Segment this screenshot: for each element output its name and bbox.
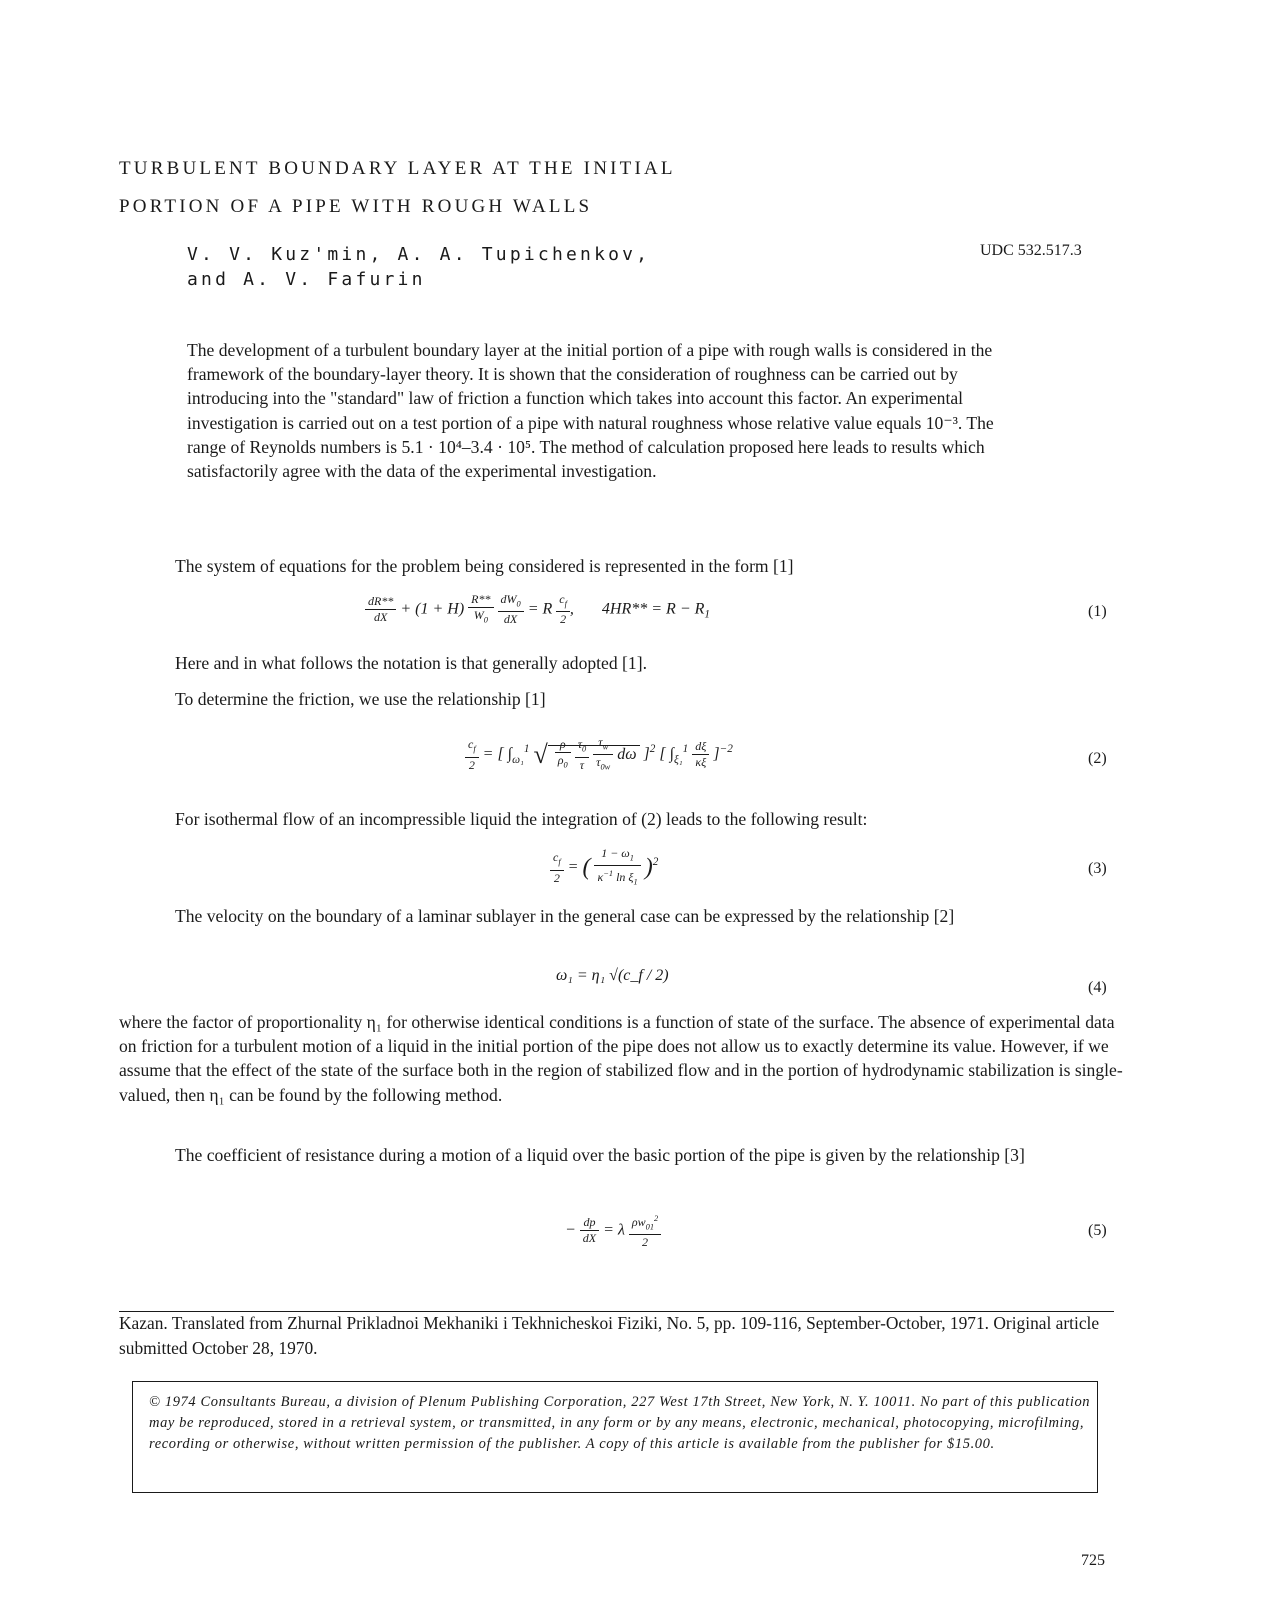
body-paragraph-7: The coefficient of resistance during a motion of a liquid over the basic portion of the pipe is given by the relationship [3] bbox=[175, 1145, 1025, 1165]
body-paragraph-6: where the factor of proportionality η₁ for otherwise identical conditions is a function of state of the surface. The absence of experimental data on friction for a turbulent motion of a liquid in the initial portion of the pipe does not allow us to exactly determine its value. However, if we assume that the effect of the state of the surface both in the region of stabilized flow and in the portion of hydrodynamic stabilization is single-valued, then η₁ can be found by the following method. bbox=[119, 1012, 1123, 1105]
equation-2: $\frac{c_f}{2}$ = [ $\int_{\omega_1}^1$ √ $\frac{\rho}{\rho_0}$ $\frac{\tau_0}{\tau}$ $\frac{\tau_w}{\tau_{0w}}$ dω ]$^2$ [ $\int_{\xi_1}^1$ $\frac{d\xi}{\kappa\xi}$ ]$^{-2}$ bbox=[465, 735, 733, 775]
body-paragraph-2: Here and in what follows the notation is that generally adopted [1]. bbox=[175, 653, 647, 673]
page-number: 725 bbox=[1081, 1552, 1105, 1569]
equation-3: $\frac{c_f}{2}$ = ( $\frac{1 - \omega_1}{\kappa^{-1} \ln \xi_1}$ )$^2$ bbox=[550, 846, 658, 890]
equation-3-number: (3) bbox=[1088, 860, 1107, 877]
abstract: The development of a turbulent boundary layer at the initial portion of a pipe with rough walls is considered in the framework of the boundary-layer theory. It is shown that the consideration of roughness can be carried out by introducing into the "standard" law of friction a function which takes into account this factor. An experimental investigation is carried out on a test portion of a pipe with natural roughness whose relative value equals 10⁻³. The range of Reynolds numbers is 5.1 · 10⁴–3.4 · 10⁵. The method of calculation proposed here leads to results which satisfactorily agree with the data of the experimental investigation. bbox=[187, 340, 994, 482]
equation-4: ω₁ = η₁ √(c_f / 2) bbox=[556, 967, 669, 984]
equation-5-number: (5) bbox=[1088, 1222, 1107, 1239]
title-line-1: TURBULENT BOUNDARY LAYER AT THE INITIAL bbox=[119, 158, 676, 179]
equation-1: $\frac{dR**}{dX}$ + (1 + H) $\frac{R**}{W_0}$ $\frac{dW_0}{dX}$ = R $\frac{c_f}{2}$ , $4HR** = R - R_1$ bbox=[365, 592, 710, 627]
copyright-text: © 1974 Consultants Bureau, a division of Plenum Publishing Corporation, 227 West 17th Street, New York, N. Y. 10011. No part of this publication may be reproduced, stored in a retrieval system, or transmitted, in any form or by any means, electronic, mechanical, photocopying, microfilming, recording or otherwise, without written permission of the publisher. A copy of this article is available from the publisher for $15.00. bbox=[149, 1394, 1091, 1452]
equation-1-number: (1) bbox=[1088, 603, 1107, 620]
udc-code: UDC 532.517.3 bbox=[980, 242, 1082, 259]
footnote: Kazan. Translated from Zhurnal Prikladnoi Mekhaniki i Tekhnicheskoi Fiziki, No. 5, pp. 109-116, September-October, 1971. Original article submitted October 28, 1970. bbox=[119, 1313, 1100, 1358]
body-paragraph-3: To determine the friction, we use the relationship [1] bbox=[175, 689, 546, 709]
title-line-2: PORTION OF A PIPE WITH ROUGH WALLS bbox=[119, 196, 593, 217]
authors-line-2: and A. V. Fafurin bbox=[187, 269, 426, 290]
equation-2-number: (2) bbox=[1088, 750, 1107, 767]
copyright-box bbox=[132, 1381, 1098, 1493]
body-paragraph-1: The system of equations for the problem being considered is represented in the form [1] bbox=[175, 556, 794, 576]
authors-line-1: V. V. Kuz'min, A. A. Tupichenkov, bbox=[187, 244, 651, 265]
body-paragraph-4: For isothermal flow of an incompressible liquid the integration of (2) leads to the following result: bbox=[175, 809, 868, 829]
body-paragraph-5: The velocity on the boundary of a laminar sublayer in the general case can be expressed by the relationship [2] bbox=[175, 906, 955, 926]
equation-5: − $\frac{dp}{dX}$ = λ $\frac{\rho w_{01}^2}{2}$ bbox=[565, 1211, 661, 1250]
equation-4-number: (4) bbox=[1088, 979, 1107, 996]
